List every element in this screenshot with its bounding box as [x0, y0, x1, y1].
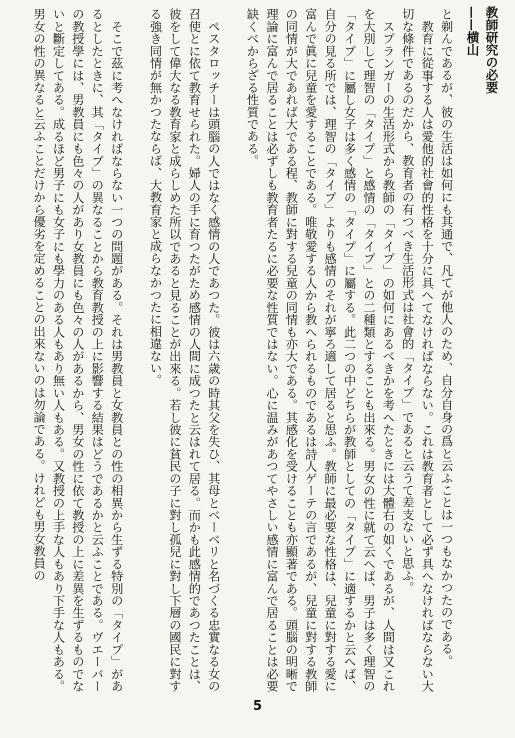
page-number: 5 [252, 699, 263, 714]
vertical-body-text [27, 8, 475, 692]
paragraph-1: と剃んであるが、彼の生活は如何にも其通で、凡てが他人のため、自分自身の爲と云ふことは一つもなかつたのである。 教育に從事する人は愛他的社會的性格を十分に具へてなければならない。これは教育者として必ず具へなければならない大切な條件であるのだから、教育者の有つべき生活形式は社會的「タイプ」であると云うて差支ないと思ふ。 スプランガーの生活形式から教師の「タイプ」の如何にあるべきかを考へたときには大體右の如くであるが、人間は又これを大別して理智の「タイプ」と感情の「タイプ」との二種類とすることも出來る。男女の性に就て云へば、男子は多く理智の「タイプ」に屬し女子は多く感情の「タイプ」に屬する。此二つの中どちらが教師としての「タイプ」に適するかと云へば、自分の見る所では、理智の「タイプ」よりも感情のそれが寧ろ適して居ると思ふ。教師に最必要な性格は、兒童に對する愛に富んで眞に兒童を愛することである。唯敬愛する人から教へられるものであるは詩人ゲーテの言であるが、兒童に對する教師の同情が大であれば大である程、教師に對する兒童の同情も亦大である。其感化を受けることも亦顯著である。頭腦の明晰で理論に富んで居ることは必ずしも教育者たるに必要な性質ではない。心に温みがあつてやさしい感情に富んで居ることは必要缺くべからざる性質である。 [245, 8, 454, 692]
paragraph-2: ペスタロッチーは頭腦の人ではなく感情の人であつた。彼は六歳の時其父を失ひ、其母とベーベリと名づくる忠實なる女の召使とに依て教育せられた。婦人の手に育つたがため感情の人間に成つたと云はれて居る。而かも此感情的であつたことは、彼をして偉大なる教育家と成らしめた所以であると見ることが出來る。若し彼に貧民の子に對し孤兒に對し下層の國民に對する強き同情が無かつたならば、大教育家と成らなかつたに相違ない。 [148, 8, 221, 692]
paragraph-3: そこで茲に考へなければならない一つの問題がある。それは男教員と女教員との性の相異から生ずる特別の「タイプ」があるとしたときに、其「タイプ」の異なることから教育教授の上に影響する結果はどうであるかと云ふことである。ヴエーバーの教授學には、男教員にも色々の人があり女教員にも色々の人があるから、男女の性に依て教授の上に差異を生ずるものでないと斷定してある。成るほど男子にも女子にも學力のある人もあり無い人もある。又教授の上手な人もあり下手な人もある。男女の性の異なると云ふことだけから優劣を定めることの出來ないのは勿論である。けれども男女教員の [32, 8, 124, 692]
running-header: 教師研究の必要——横山 [465, 6, 499, 94]
